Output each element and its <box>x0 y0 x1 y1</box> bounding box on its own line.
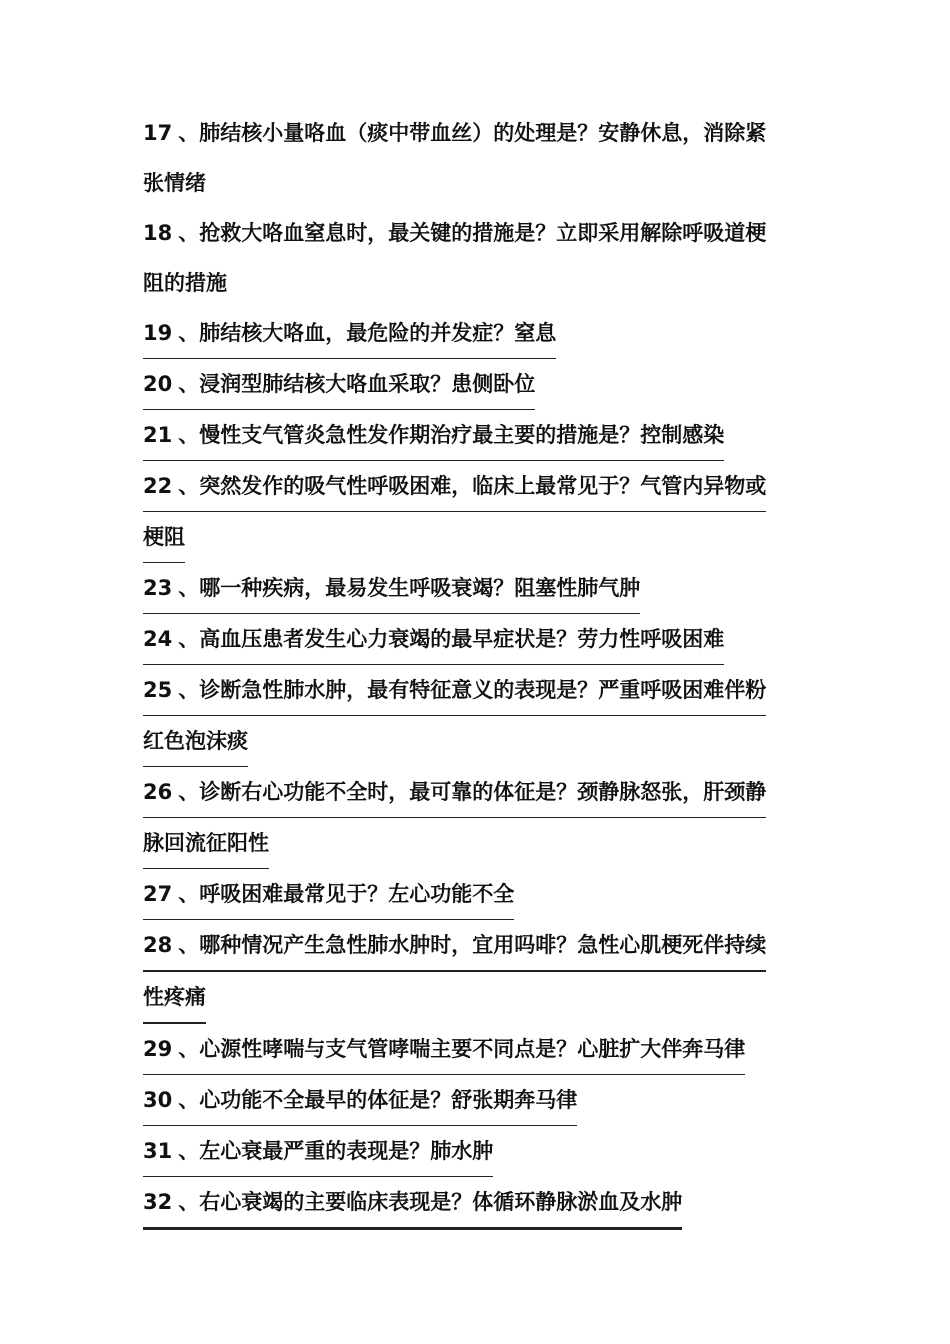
qa-item <box>143 869 808 920</box>
item-separator: 、 <box>178 576 200 600</box>
qa-text: 张情绪 <box>143 171 206 195</box>
qa-line-first <box>143 1177 682 1230</box>
qa-line-first <box>143 920 766 972</box>
item-separator: 、 <box>178 321 200 345</box>
qa-line-first <box>143 1126 493 1177</box>
item-separator: 、 <box>178 1139 200 1163</box>
item-separator: 、 <box>178 121 200 145</box>
qa-text: 心功能不全最早的体征是？舒张期奔马律 <box>199 1088 578 1112</box>
qa-text: 阻的措施 <box>143 271 227 295</box>
item-number: 18 <box>143 221 173 245</box>
item-separator: 、 <box>178 474 200 498</box>
item-separator: 、 <box>178 423 200 447</box>
qa-item <box>143 308 808 359</box>
item-number: 23 <box>143 576 173 600</box>
item-number: 17 <box>143 121 173 145</box>
item-separator: 、 <box>178 372 200 396</box>
item-number: 31 <box>143 1139 173 1163</box>
qa-item <box>143 563 808 614</box>
qa-text: 诊断右心功能不全时，最可靠的体征是？颈静脉怒张，肝颈静 <box>199 780 767 804</box>
qa-text: 红色泡沫痰 <box>143 729 248 753</box>
qa-line-first <box>143 461 766 512</box>
qa-text: 抢救大咯血窒息时，最关键的措施是？立即采用解除呼吸道梗 <box>199 221 767 245</box>
item-number: 28 <box>143 933 173 957</box>
qa-text: 脉回流征阳性 <box>143 831 269 855</box>
qa-text: 性疼痛 <box>143 985 206 1009</box>
qa-line-first <box>143 1075 577 1126</box>
qa-text: 肺结核小量咯血（痰中带血丝）的处理是？安静休息，消除紧 <box>199 121 767 145</box>
item-number: 24 <box>143 627 173 651</box>
item-number: 27 <box>143 882 173 906</box>
qa-item <box>143 665 808 767</box>
document-body <box>143 108 808 1230</box>
item-separator: 、 <box>178 1088 200 1112</box>
qa-text: 高血压患者发生心力衰竭的最早症状是？劳力性呼吸困难 <box>199 627 725 651</box>
item-number: 26 <box>143 780 173 804</box>
item-number: 21 <box>143 423 173 447</box>
qa-item <box>143 359 808 410</box>
qa-line-continued <box>143 972 206 1024</box>
qa-line-first <box>143 767 766 818</box>
qa-line-continued <box>143 716 248 767</box>
item-separator: 、 <box>178 882 200 906</box>
qa-line-first <box>143 410 724 461</box>
qa-item <box>143 410 808 461</box>
qa-text: 肺结核大咯血，最危险的并发症？窒息 <box>199 321 557 345</box>
qa-text: 慢性支气管炎急性发作期治疗最主要的措施是？控制感染 <box>199 423 725 447</box>
qa-text: 左心衰最严重的表现是？肺水肿 <box>199 1139 494 1163</box>
qa-line-first <box>143 359 535 410</box>
item-separator: 、 <box>178 780 200 804</box>
qa-item <box>143 920 808 1024</box>
qa-line-continued <box>143 818 269 869</box>
item-separator: 、 <box>178 933 200 957</box>
item-separator: 、 <box>178 221 200 245</box>
qa-text: 哪种情况产生急性肺水肿时，宜用吗啡？急性心肌梗死伴持续 <box>199 933 767 957</box>
qa-item <box>143 108 808 208</box>
qa-item <box>143 614 808 665</box>
qa-text: 右心衰竭的主要临床表现是？体循环静脉淤血及水肿 <box>199 1190 683 1214</box>
qa-item <box>143 1126 808 1177</box>
qa-line-continued <box>143 512 185 563</box>
qa-line-first <box>143 614 724 665</box>
qa-line-continued <box>143 258 808 308</box>
qa-line-first <box>143 108 808 158</box>
qa-text: 心源性哮喘与支气管哮喘主要不同点是？心脏扩大伴奔马律 <box>199 1037 746 1061</box>
qa-item <box>143 1177 808 1230</box>
item-separator: 、 <box>178 1037 200 1061</box>
qa-item <box>143 461 808 563</box>
qa-line-first <box>143 1024 745 1075</box>
qa-text: 浸润型肺结核大咯血采取？患侧卧位 <box>199 372 536 396</box>
qa-item <box>143 208 808 308</box>
qa-item <box>143 1024 808 1075</box>
item-number: 19 <box>143 321 173 345</box>
item-number: 20 <box>143 372 173 396</box>
item-number: 25 <box>143 678 173 702</box>
item-number: 32 <box>143 1190 173 1214</box>
item-number: 30 <box>143 1088 173 1112</box>
qa-line-first <box>143 563 640 614</box>
qa-item <box>143 1075 808 1126</box>
qa-text: 诊断急性肺水肿，最有特征意义的表现是？严重呼吸困难伴粉 <box>199 678 767 702</box>
qa-text: 呼吸困难最常见于？左心功能不全 <box>199 882 515 906</box>
qa-line-first <box>143 665 766 716</box>
qa-text: 梗阻 <box>143 525 185 549</box>
item-number: 22 <box>143 474 173 498</box>
qa-line-continued <box>143 158 808 208</box>
item-separator: 、 <box>178 1190 200 1214</box>
qa-item <box>143 767 808 869</box>
item-separator: 、 <box>178 678 200 702</box>
qa-text: 突然发作的吸气性呼吸困难，临床上最常见于？气管内异物或 <box>199 474 767 498</box>
qa-line-first <box>143 208 808 258</box>
qa-line-first <box>143 308 556 359</box>
item-separator: 、 <box>178 627 200 651</box>
qa-text: 哪一种疾病，最易发生呼吸衰竭？阻塞性肺气肿 <box>199 576 641 600</box>
item-number: 29 <box>143 1037 173 1061</box>
qa-line-first <box>143 869 514 920</box>
